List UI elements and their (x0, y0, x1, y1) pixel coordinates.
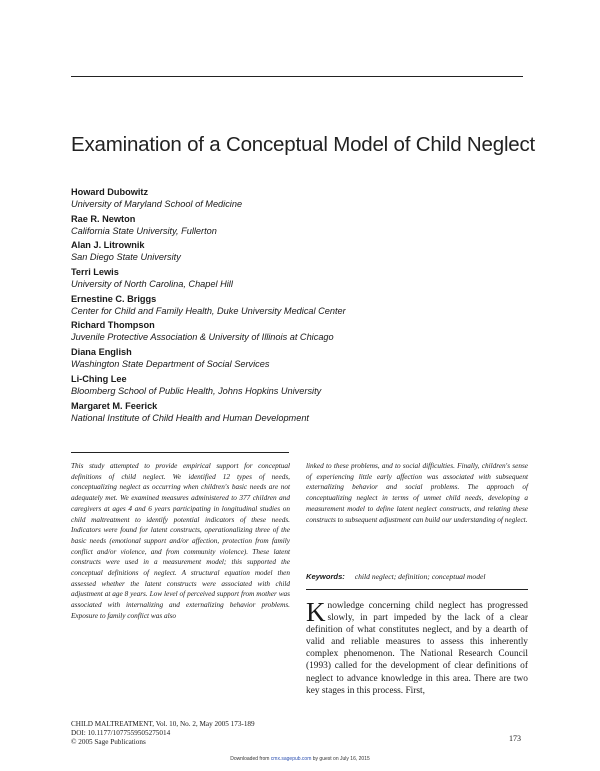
abstract-text: This study attempted to provide empirical support for conceptual definitions of child neglect. We identified 12 types of needs, conceptualizing neglect as occurring when children's basic needs are not adequately met. We examined measures administered to 377 children and caregivers at ages 4 and 6 years participating in longitudinal studies on child maltreatment to identify potential indicators of these needs. Indicators were found for latent constructs, operationalizing three of the basic needs (emotional support and/or affection, protection from family conflict and/or violence, and from community violence). These latent constructs were used in a measurement model; this supported the conceptual definitions of neglect. A structural equation model then assessed whether the latent constructs were associated with child adjustment at age 8 years. Low level of perceived support from mother was associated with internalizing and externalizing behavior problems. Exposure to family conflict was also (71, 462, 290, 620)
author-name: Alan J. Litrownik (71, 240, 145, 251)
keywords-label: Keywords: (306, 572, 345, 581)
author-name: Terri Lewis (71, 267, 119, 278)
author-name: Rae R. Newton (71, 213, 136, 224)
drop-cap: K (306, 597, 326, 627)
author-entry (71, 319, 531, 346)
keywords-list: child neglect; definition; conceptual model (354, 572, 486, 581)
author-name: Li-Ching Lee (71, 373, 127, 384)
journal-citation: CHILD MALTREATMENT, Vol. 10, No. 2, May 2005 173-189 (71, 720, 255, 728)
author-entry (71, 266, 531, 293)
author-entry (71, 293, 531, 320)
top-rule (71, 76, 523, 77)
author-affiliation: National Institute of Child Health and Human Development (71, 412, 309, 423)
footer-suffix: by guest on July 16, 2015 (312, 756, 370, 762)
footer-site-link[interactable]: cmx.sagepub.com (270, 756, 312, 762)
body-paragraph (306, 597, 528, 697)
author-entry (71, 186, 531, 213)
author-list (71, 186, 531, 426)
author-affiliation: California State University, Fullerton (71, 225, 217, 236)
author-affiliation: Washington State Department of Social Services (71, 359, 270, 370)
author-name: Richard Thompson (71, 320, 155, 331)
author-name: Ernestine C. Briggs (71, 293, 157, 304)
author-affiliation: University of North Carolina, Chapel Hill (71, 279, 233, 290)
author-affiliation: University of Maryland School of Medicine (71, 199, 243, 209)
author-entry (71, 346, 531, 373)
abstract-rule (71, 452, 289, 453)
author-affiliation: San Diego State University (71, 252, 181, 263)
abstract-text-continued: linked to these problems, and to social difficulties. Finally, children's sense of experiencing little early affection was associated with subsequent externalizing behavior and social problems. The approach of conceptualizing neglect in terms of unmet child needs, developing a measurement model to define latent neglect constructs, and relating these constructs to subsequent adjustment can build our understanding of neglect. (306, 462, 528, 524)
author-name: Diana English (71, 347, 132, 358)
author-name: Howard Dubowitz (71, 187, 149, 197)
journal-doi: DOI: 10.1177/1077559505275014 (71, 729, 171, 737)
author-entry (71, 400, 531, 427)
article-title: Examination of a Conceptual Model of Child Neglect (71, 133, 536, 156)
author-affiliation: Bloomberg School of Public Health, Johns Hopkins University (71, 385, 322, 396)
body-rule (306, 589, 528, 590)
author-affiliation: Juvenile Protective Association & University of Illinois at Chicago (71, 332, 334, 343)
author-entry (71, 239, 531, 266)
author-name: Margaret M. Feerick (71, 400, 158, 411)
keywords (306, 572, 528, 581)
page-number: 173 (509, 734, 521, 743)
author-entry (71, 213, 531, 240)
journal-citation-block (71, 720, 301, 747)
journal-copyright: © 2005 Sage Publications (71, 738, 146, 746)
author-entry (71, 373, 531, 400)
download-footer (0, 756, 600, 762)
author-affiliation: Center for Child and Family Health, Duke University Medical Center (71, 305, 346, 316)
body-text: nowledge concerning child neglect has progressed slowly, in part impeded by the lack of a clear definition of what constitutes neglect, and by a dearth of valid and reliable measures to assess this inherently complex phenomenon. The National Research Council (1993) called for the development of clear definitions of neglect to advance knowledge in this area. There are two key stages in this process. First, (306, 601, 528, 696)
footer-prefix: Downloaded from (230, 756, 270, 762)
